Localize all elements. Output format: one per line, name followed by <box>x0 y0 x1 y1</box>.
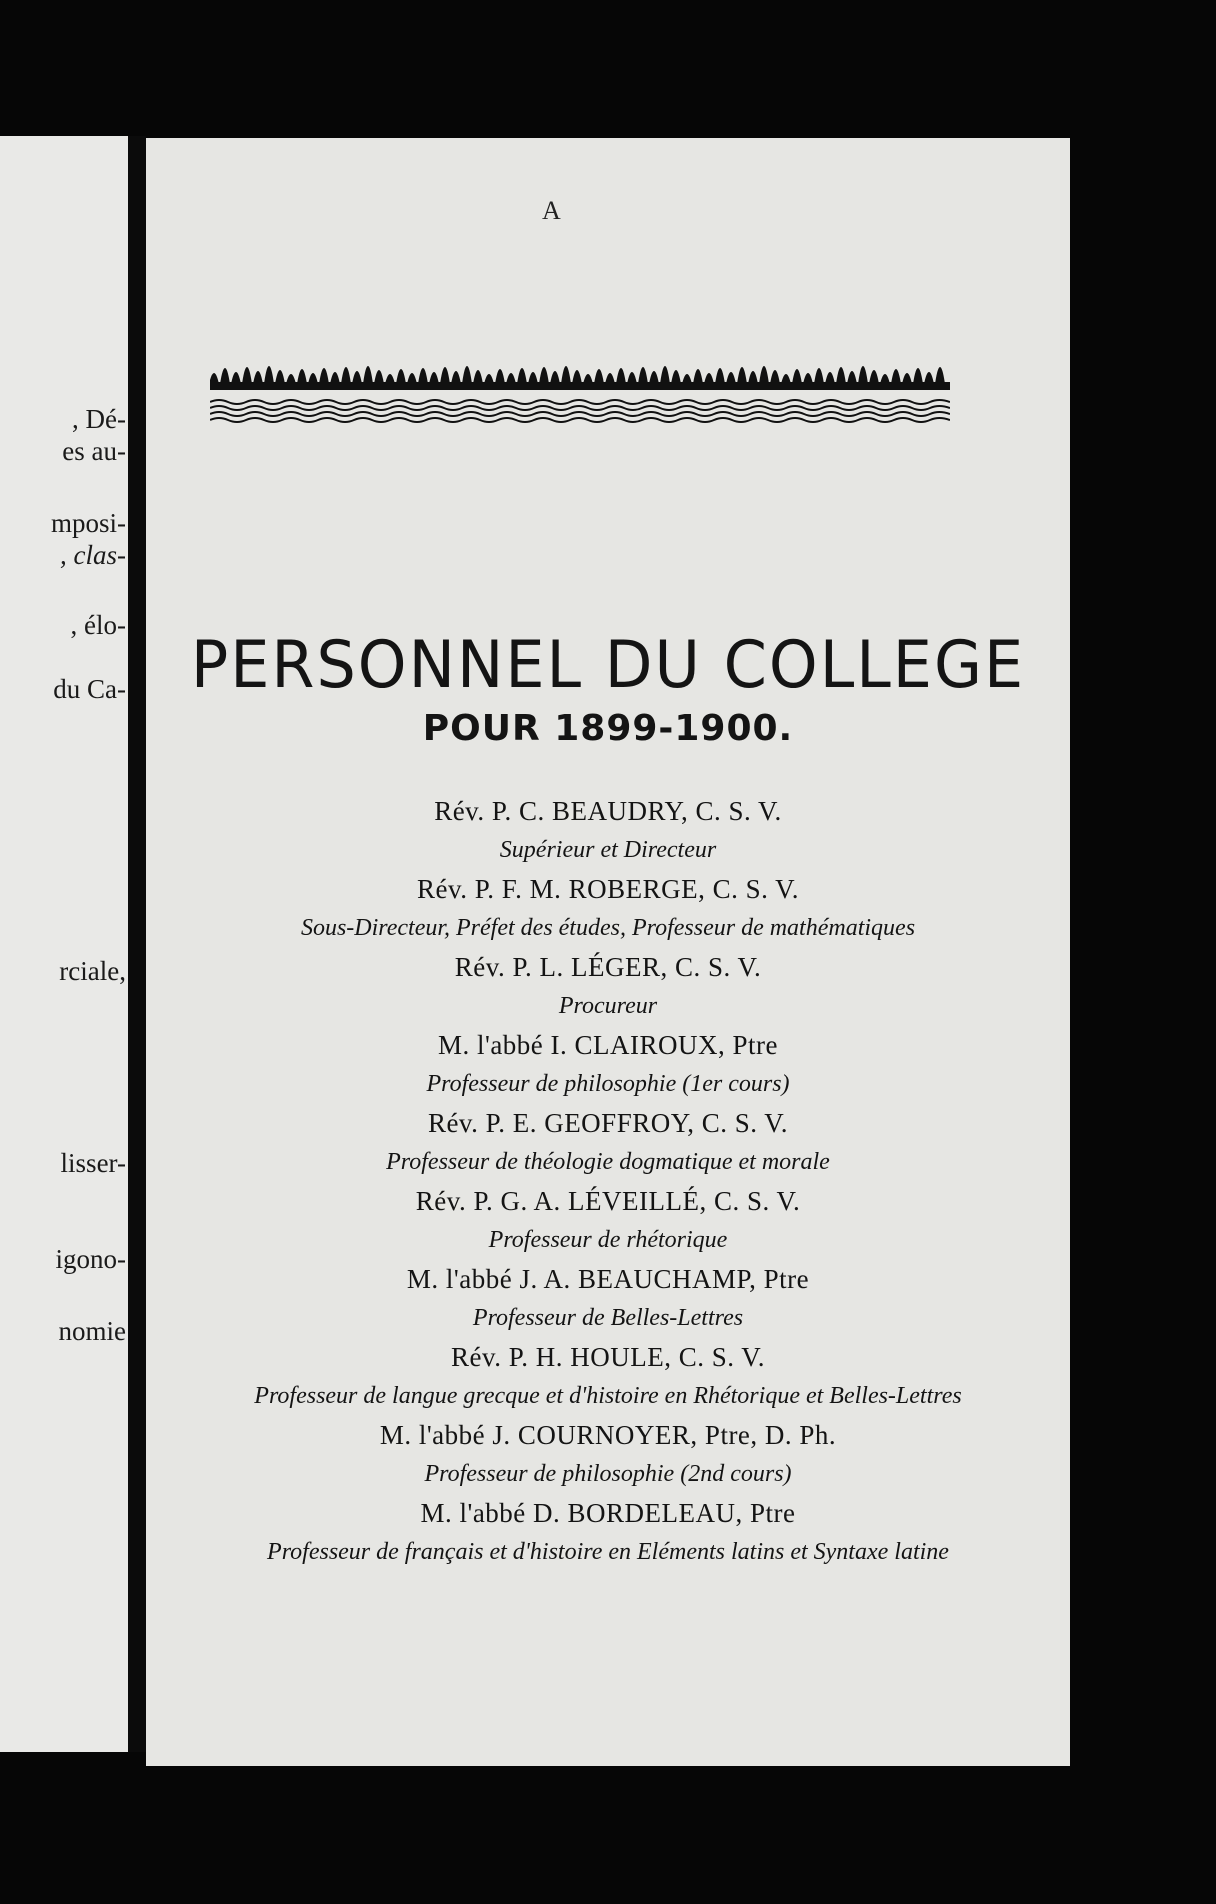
left-fragment-text: nomie <box>58 1316 126 1346</box>
staff-name: M. l'abbé I. CLAIROUX, Ptre <box>437 1030 779 1060</box>
staff-role: Professeur de Belles-Lettres <box>472 1305 744 1331</box>
page-title: PERSONNEL DU COLLEGE <box>190 626 1026 703</box>
staff-role: Procureur <box>558 993 658 1019</box>
staff-role: Supérieur et Directeur <box>499 837 717 863</box>
left-fragment-text: , élo- <box>70 610 126 640</box>
pencil-mark: A <box>542 196 561 225</box>
staff-name: M. l'abbé J. A. BEAUCHAMP, Ptre <box>406 1264 810 1294</box>
left-page-fragment <box>0 136 128 1752</box>
staff-role: Professeur de français et d'histoire en Eléments latins et Syntaxe latine <box>267 1539 949 1565</box>
staff-name: Rév. P. C. BEAUDRY, C. S. V. <box>434 796 782 826</box>
staff-entry <box>146 1182 1070 1260</box>
staff-entry <box>146 948 1070 1026</box>
staff-entry <box>146 1416 1070 1494</box>
staff-role: Sous-Directeur, Préfet des études, Professeur de mathématiques <box>300 915 916 941</box>
staff-name: Rév. P. G. A. LÉVEILLÉ, C. S. V. <box>415 1186 801 1216</box>
staff-list <box>146 792 1070 1572</box>
left-fragment-text: igono- <box>55 1244 126 1274</box>
staff-entry <box>146 1260 1070 1338</box>
staff-name: Rév. P. L. LÉGER, C. S. V. <box>454 952 762 982</box>
right-page <box>146 138 1070 1766</box>
staff-name: Rév. P. H. HOULE, C. S. V. <box>450 1342 766 1372</box>
decorative-ornament-band <box>210 346 950 428</box>
staff-name: Rév. P. E. GEOFFROY, C. S. V. <box>427 1108 789 1138</box>
staff-entry <box>146 1338 1070 1416</box>
staff-entry <box>146 1494 1070 1572</box>
staff-name: M. l'abbé J. COURNOYER, Ptre, D. Ph. <box>379 1420 837 1450</box>
left-fragment-text: lisser- <box>60 1148 126 1178</box>
staff-entry <box>146 792 1070 870</box>
staff-role: Professeur de langue grecque et d'histoire en Rhétorique et Belles-Lettres <box>254 1383 962 1409</box>
left-fragment-text: , Dé- <box>72 404 126 434</box>
staff-role: Professeur de philosophie (1er cours) <box>426 1071 790 1097</box>
staff-role: Professeur de rhétorique <box>488 1227 728 1253</box>
staff-role: Professeur de philosophie (2nd cours) <box>424 1461 792 1487</box>
staff-role: Professeur de théologie dogmatique et morale <box>386 1149 830 1175</box>
left-fragment-text: mposi- <box>50 508 126 538</box>
staff-entry <box>146 870 1070 948</box>
left-fragment-text: du Ca- <box>53 674 126 704</box>
left-fragment-text: es au- <box>62 436 126 466</box>
staff-entry <box>146 1026 1070 1104</box>
left-fragment-text: rciale, <box>59 956 126 986</box>
left-fragment-text: , clas- <box>60 540 126 570</box>
book-gutter <box>128 136 146 1752</box>
page-subtitle: POUR 1899-1900. <box>422 708 794 749</box>
staff-entry <box>146 1104 1070 1182</box>
staff-name: M. l'abbé D. BORDELEAU, Ptre <box>420 1498 796 1528</box>
staff-name: Rév. P. F. M. ROBERGE, C. S. V. <box>417 874 799 904</box>
